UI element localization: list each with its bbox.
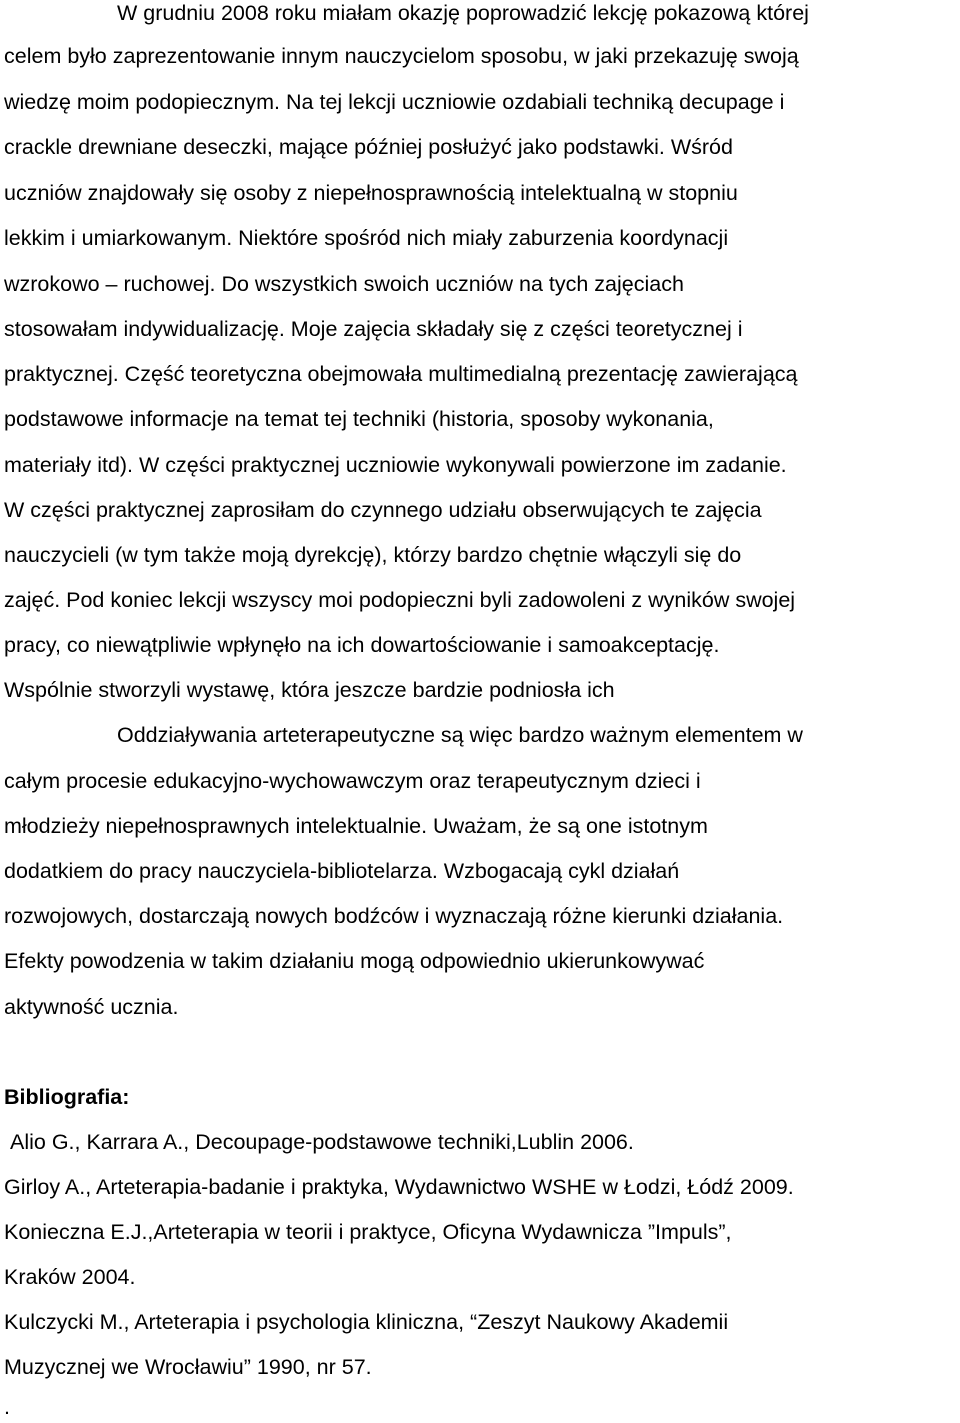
body-line: lekkim i umiarkowanym. Niektóre spośród nich miały zaburzenia koordynacji	[4, 226, 729, 250]
bibliography-heading: Bibliografia:	[4, 1085, 130, 1109]
body-line: materiały itd). W części praktycznej uczniowie wykonywali powierzone im zadanie.	[4, 453, 787, 477]
body-line: wzrokowo – ruchowej. Do wszystkich swoich uczniów na tych zajęciach	[4, 272, 684, 296]
body-line: podstawowe informacje na temat tej techniki (historia, sposoby wykonania,	[4, 407, 714, 431]
body-line: młodzieży niepełnosprawnych intelektualnie. Uważam, że są one istotnym	[4, 814, 708, 838]
body-line: celem było zaprezentowanie innym nauczycielom sposobu, w jaki przekazuję swoją	[4, 44, 799, 68]
body-line: pracy, co niewątpliwie wpłynęło na ich dowartościowanie i samoakceptację.	[4, 633, 720, 657]
bibliography-entry: Kulczycki M., Arteterapia i psychologia kliniczna, “Zeszyt Naukowy Akademii	[4, 1310, 729, 1334]
body-line: Oddziaływania arteterapeutyczne są więc bardzo ważnym elementem w	[117, 723, 803, 747]
body-line: Wspólnie stworzyli wystawę, która jeszcze bardzie podniosła ich	[4, 678, 615, 702]
body-line: stosowałam indywidualizację. Moje zajęcia składały się z części teoretycznej i	[4, 317, 743, 341]
bibliography-entry: .	[4, 1395, 10, 1419]
body-line: zajęć. Pod koniec lekcji wszyscy moi podopieczni byli zadowoleni z wyników swojej	[4, 588, 796, 612]
body-line: dodatkiem do pracy nauczyciela-bibliotelarza. Wzbogacają cykl działań	[4, 859, 680, 883]
body-line: nauczycieli (w tym także moją dyrekcję), którzy bardzo chętnie włączyli się do	[4, 543, 742, 567]
body-line: praktycznej. Część teoretyczna obejmowała multimedialną prezentację zawierającą	[4, 362, 798, 386]
body-line: aktywność ucznia.	[4, 995, 179, 1019]
bibliography-entry: Muzycznej we Wrocławiu” 1990, nr 57.	[4, 1355, 372, 1379]
body-line: Efekty powodzenia w takim działaniu mogą odpowiednio ukierunkowywać	[4, 949, 705, 973]
body-line: crackle drewniane deseczki, mające później posłużyć jako podstawki. Wśród	[4, 135, 733, 159]
body-line: rozwojowych, dostarczają nowych bodźców i wyznaczają różne kierunki działania.	[4, 904, 784, 928]
body-line: W części praktycznej zaprosiłam do czynnego udziału obserwujących te zajęcia	[4, 498, 762, 522]
body-line: całym procesie edukacyjno-wychowawczym oraz terapeutycznym dzieci i	[4, 769, 701, 793]
body-line: uczniów znajdowały się osoby z niepełnosprawnością intelektualną w stopniu	[4, 181, 738, 205]
bibliography-entry: Kraków 2004.	[4, 1265, 136, 1289]
body-line: W grudniu 2008 roku miałam okazję poprowadzić lekcję pokazową której	[117, 1, 809, 25]
bibliography-entry: Alio G., Karrara A., Decoupage-podstawowe techniki,Lublin 2006.	[10, 1130, 634, 1154]
bibliography-entry: Konieczna E.J.,Arteterapia w teorii i praktyce, Oficyna Wydawnicza ”Impuls”,	[4, 1220, 732, 1244]
bibliography-entry: Girloy A., Arteterapia-badanie i praktyka, Wydawnictwo WSHE w Łodzi, Łódź 2009.	[4, 1175, 794, 1199]
body-line: wiedzę moim podopiecznym. Na tej lekcji uczniowie ozdabiali techniką decupage i	[4, 90, 785, 114]
